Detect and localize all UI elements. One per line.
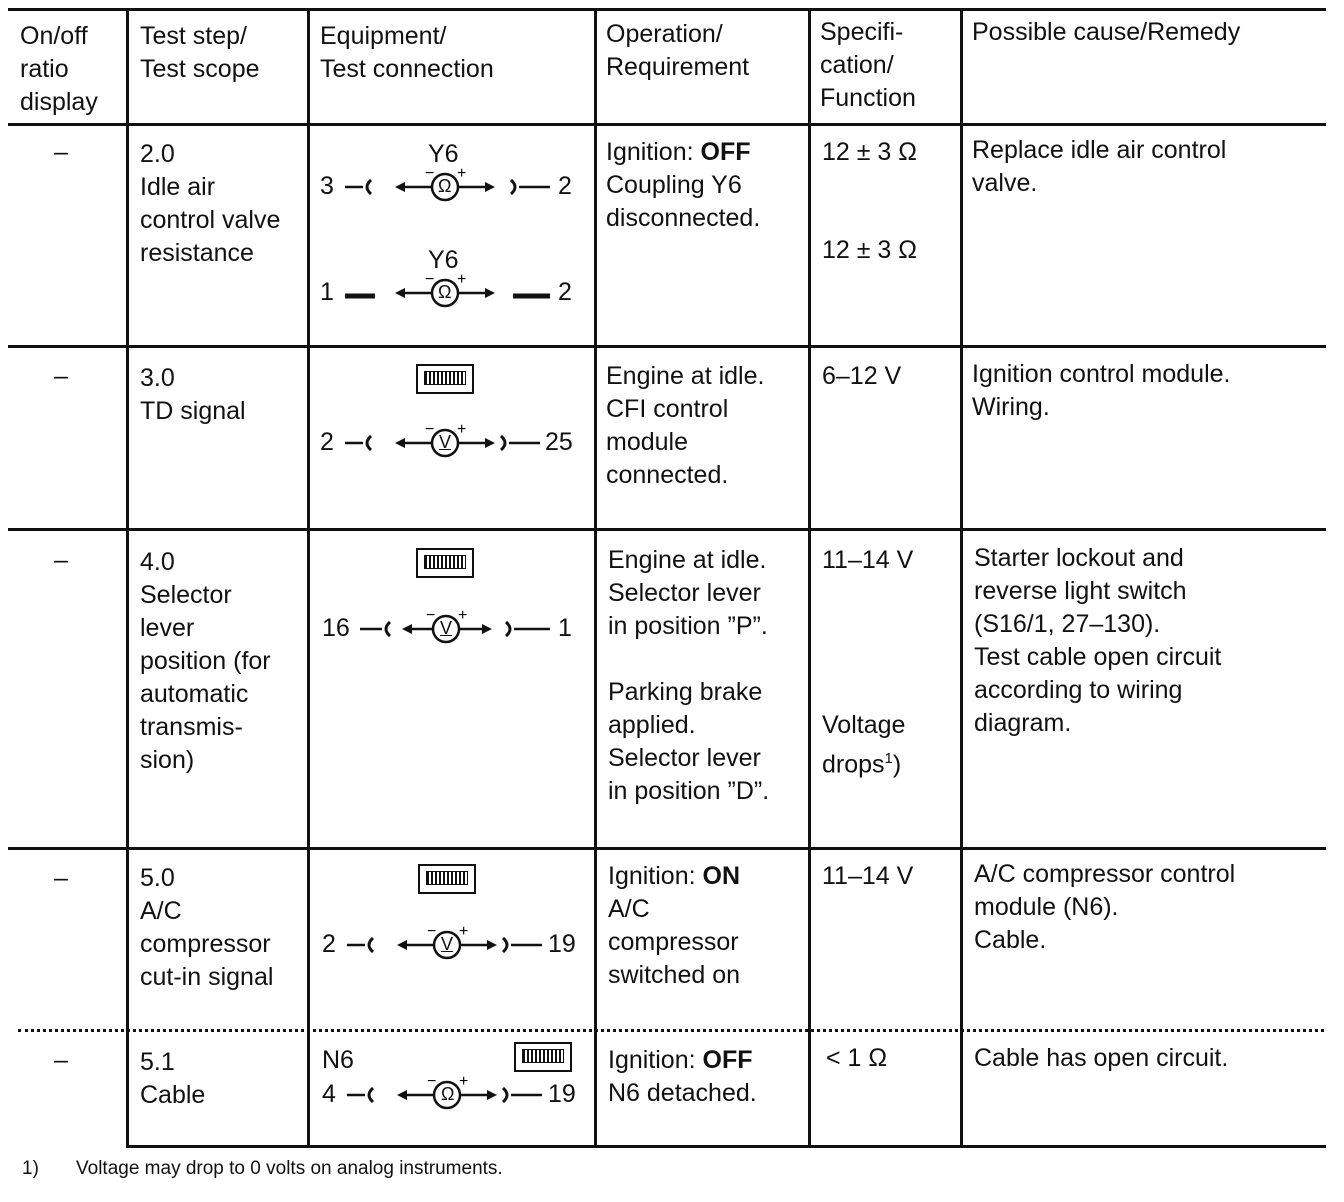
- meter-symbol: V: [440, 618, 453, 638]
- multimeter-icon: [514, 1042, 572, 1072]
- col-divider-3: [594, 8, 597, 1148]
- svg-text:+: +: [457, 421, 467, 438]
- svg-text:−: −: [427, 923, 437, 940]
- connection-label: N6: [322, 1046, 354, 1074]
- svg-text:+: +: [459, 923, 469, 940]
- pin-right: 2: [558, 278, 572, 306]
- row-border-1: [8, 345, 1326, 348]
- display-value: –: [54, 362, 68, 390]
- header-operation: Operation/ Requirement: [606, 20, 750, 81]
- operation: [608, 1044, 753, 1077]
- pin-right: 2: [558, 172, 572, 200]
- operation-prefix: Ignition:: [606, 138, 701, 166]
- pin-right: 25: [545, 428, 573, 456]
- footnote-ref: 1: [884, 750, 893, 767]
- footnote-text: Voltage may drop to 0 volts on analog instruments.: [76, 1158, 503, 1179]
- connection-label: Y6: [428, 140, 459, 168]
- operation-prefix: Ignition:: [608, 862, 703, 890]
- test-step: 5.0 A/C compressor cut-in signal: [140, 864, 274, 991]
- meter-symbol: Ω: [438, 176, 452, 196]
- pin-left: 16: [322, 614, 350, 642]
- operation: [606, 136, 751, 169]
- specification: 11–14 V: [822, 862, 914, 890]
- test-step: 5.1 Cable: [140, 1048, 206, 1109]
- top-border: [8, 8, 1326, 11]
- pin-left: 1: [320, 278, 334, 306]
- connection-label: Y6: [428, 246, 459, 274]
- col-divider-2: [307, 8, 310, 1148]
- pin-right: 19: [548, 1080, 576, 1108]
- meter-symbol: V: [439, 432, 452, 452]
- svg-text:−: −: [425, 421, 435, 438]
- operation-rest: N6 detached.: [608, 1079, 757, 1107]
- header-bottom-border: [8, 123, 1326, 126]
- meter-symbol: Ω: [441, 1084, 455, 1104]
- svg-text:+: +: [458, 607, 468, 624]
- display-value: –: [54, 546, 68, 574]
- operation-bold: OFF: [702, 1046, 753, 1074]
- operation: Engine at idle. Selector lever in position ”P”.: [608, 546, 768, 640]
- operation-rest: A/C compressor switched on: [608, 895, 741, 989]
- specification: < 1 Ω: [826, 1044, 888, 1072]
- svg-text:−: −: [427, 1073, 437, 1090]
- pin-left: 4: [322, 1080, 336, 1108]
- row-border-3: [8, 847, 1326, 850]
- possible-cause: A/C compressor control module (N6). Cable.: [974, 860, 1236, 954]
- operation-rest: Coupling Y6 disconnected.: [606, 171, 761, 232]
- operation-prefix: Ignition:: [608, 1046, 703, 1074]
- row-border-2: [8, 528, 1326, 531]
- voltage-drops: Voltage drops: [822, 711, 906, 779]
- voltmeter-connection-icon: [360, 607, 550, 648]
- multimeter-icon: [418, 864, 476, 894]
- operation: Engine at idle. CFI control module connected.: [606, 362, 765, 489]
- operation: [608, 860, 740, 893]
- specification: [822, 709, 905, 781]
- header-possible-cause: Possible cause/Remedy: [972, 18, 1241, 46]
- specification: 12 ± 3 Ω: [822, 138, 917, 166]
- test-step: 3.0 TD signal: [140, 364, 246, 425]
- meter-symbol: Ω: [438, 282, 452, 302]
- pin-right: 19: [548, 930, 576, 958]
- specification: 12 ± 3 Ω: [822, 236, 917, 264]
- pin-left: 2: [320, 428, 334, 456]
- display-value: –: [54, 138, 68, 166]
- multimeter-icon: [416, 364, 474, 394]
- svg-text:+: +: [459, 1073, 469, 1090]
- display-value: –: [54, 1046, 68, 1074]
- footnote-ref-close: ): [892, 750, 902, 779]
- bottom-border: [126, 1145, 1326, 1148]
- possible-cause: Ignition control module. Wiring.: [972, 360, 1231, 421]
- possible-cause: Cable has open circuit.: [974, 1044, 1229, 1072]
- possible-cause: Replace idle air control valve.: [972, 136, 1227, 197]
- operation-bold: OFF: [700, 138, 751, 166]
- multimeter-icon: [416, 548, 474, 578]
- meter-symbol: V: [441, 934, 454, 954]
- test-step: 4.0 Selector lever position (for automatic transmis- sion): [140, 548, 271, 774]
- dotted-separator: [18, 1029, 1324, 1032]
- svg-text:−: −: [425, 165, 435, 182]
- pin-left: 3: [320, 172, 334, 200]
- svg-text:−: −: [425, 271, 435, 288]
- svg-text:+: +: [457, 165, 467, 182]
- header-equipment: Equipment/ Test connection: [320, 22, 494, 83]
- operation-bold: ON: [702, 862, 741, 890]
- svg-text:+: +: [457, 271, 467, 288]
- header-test-step: Test step/ Test scope: [140, 22, 260, 83]
- pin-right: 1: [558, 614, 572, 642]
- possible-cause: Starter lockout and reverse light switch (S16/1, 27–130). Test cable open circuit according to wiring diagram.: [974, 544, 1222, 737]
- col-divider-1: [126, 8, 129, 1148]
- operation: Parking brake applied. Selector lever in position ”D”.: [608, 678, 770, 805]
- col-divider-4: [808, 8, 811, 1148]
- specification: 6–12 V: [822, 362, 902, 390]
- specification: 11–14 V: [822, 546, 914, 574]
- display-value: –: [54, 864, 68, 892]
- header-specification: Specifi- cation/ Function: [820, 18, 916, 112]
- pin-left: 2: [322, 930, 336, 958]
- test-step: 2.0 Idle air control valve resistance: [140, 140, 281, 267]
- header-on-off-ratio-display: On/off ratio display: [20, 22, 98, 116]
- col-divider-5: [960, 8, 963, 1148]
- svg-text:−: −: [426, 607, 436, 624]
- footnote-mark: 1): [22, 1158, 39, 1179]
